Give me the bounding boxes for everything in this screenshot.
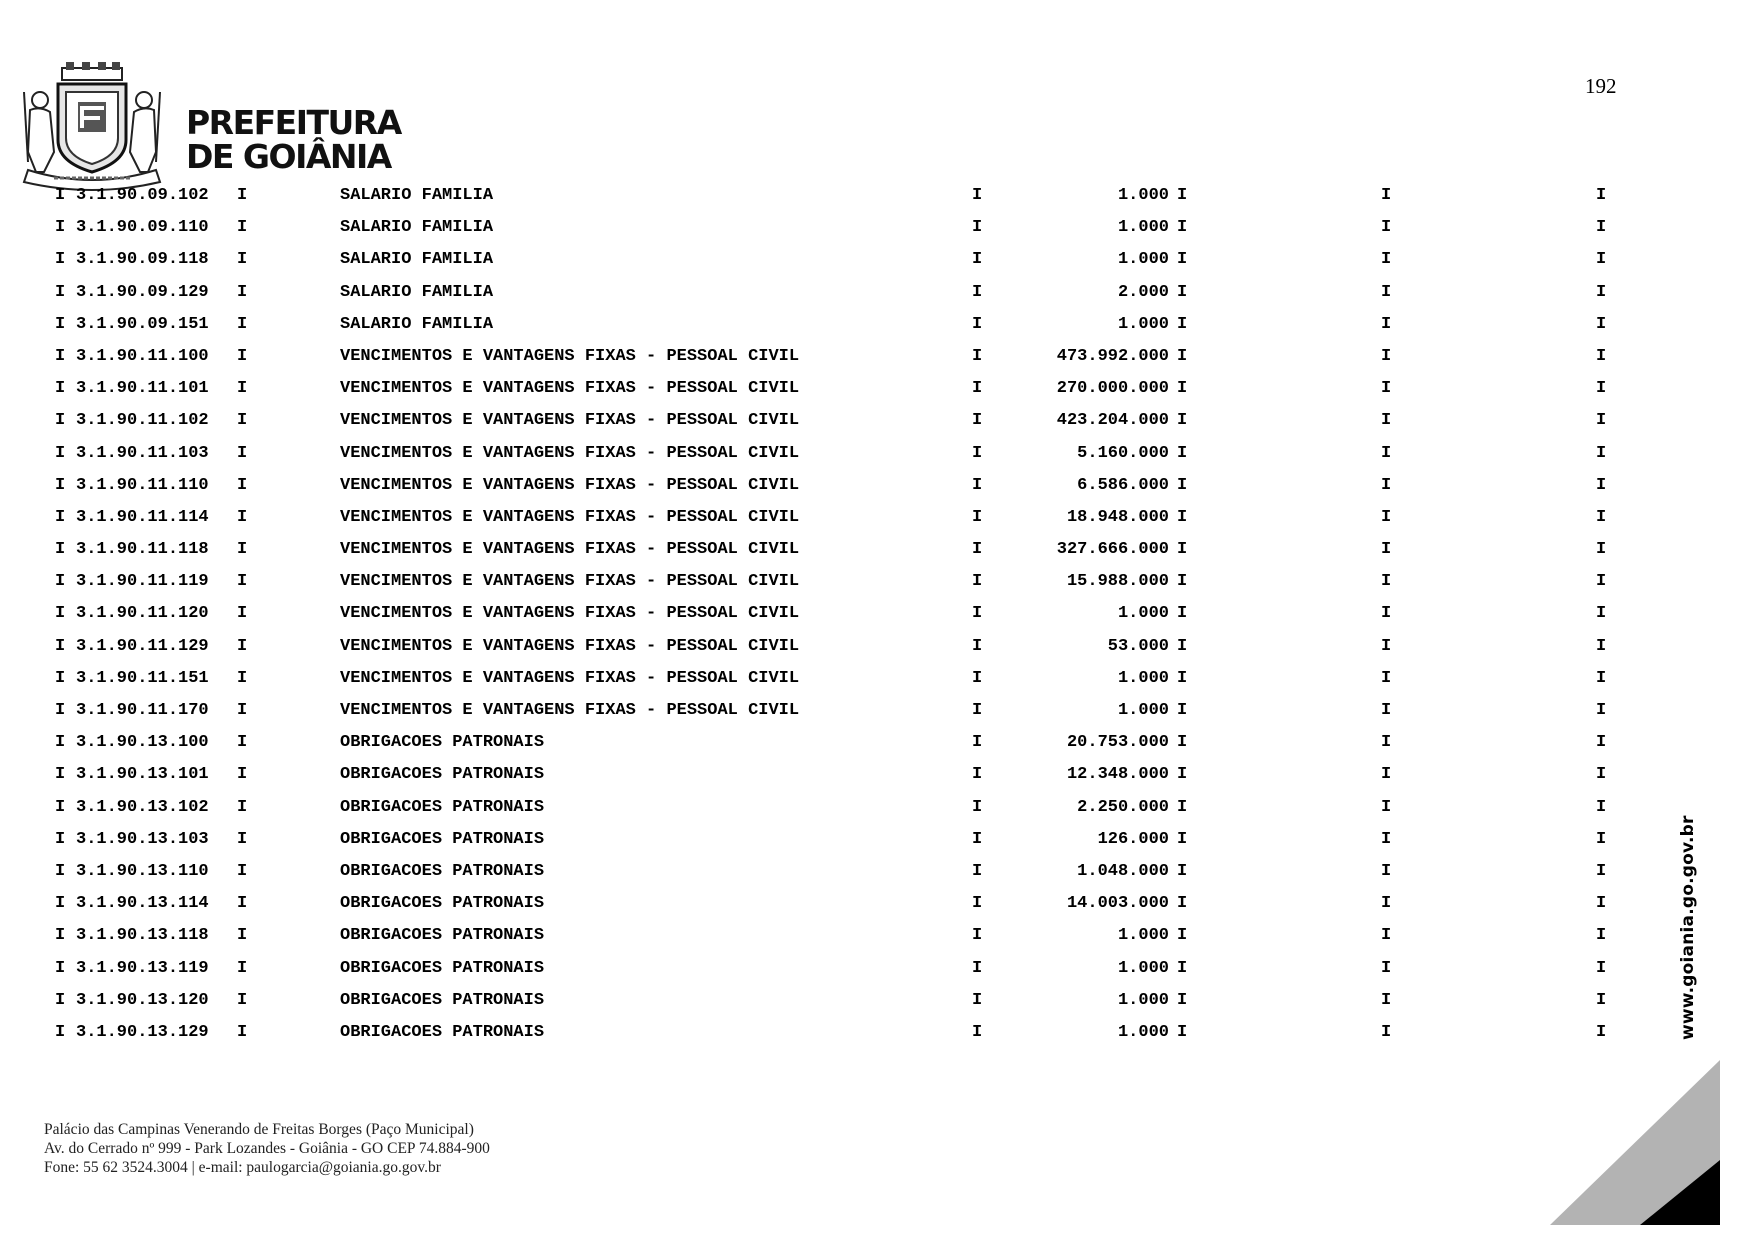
column-separator: I xyxy=(1381,411,1392,431)
ledger-description: SALARIO FAMILIA xyxy=(340,218,494,238)
column-separator: I xyxy=(55,443,66,463)
ledger-value: 1.000 xyxy=(1117,1022,1169,1042)
ledger-code: 3.1.90.11.129 xyxy=(76,636,209,656)
brand-logotype xyxy=(186,103,401,176)
ledger-code: 3.1.90.11.100 xyxy=(76,346,209,366)
column-separator: I xyxy=(1381,861,1392,881)
column-separator: I xyxy=(55,797,66,817)
footer-line-3: Fone: 55 62 3524.3004 | e-mail: paulogarcia@goiania.go.gov.br xyxy=(44,1159,441,1176)
ledger-value: 53.000 xyxy=(1107,636,1169,656)
column-separator: I xyxy=(55,540,66,560)
column-separator: I xyxy=(237,1022,248,1042)
ledger-value: 1.000 xyxy=(1117,958,1169,978)
column-separator: I xyxy=(1177,250,1188,270)
column-separator: I xyxy=(55,250,66,270)
ledger-value: 126.000 xyxy=(1097,829,1169,849)
ledger-code: 3.1.90.13.119 xyxy=(76,958,209,978)
column-separator: I xyxy=(1596,379,1607,399)
ledger-value: 1.000 xyxy=(1117,926,1169,946)
column-separator: I xyxy=(1381,475,1392,495)
ledger-description: SALARIO FAMILIA xyxy=(340,250,494,270)
ledger-code: 3.1.90.09.151 xyxy=(76,314,209,334)
column-separator: I xyxy=(237,314,248,334)
ledger-code: 3.1.90.13.118 xyxy=(76,926,209,946)
column-separator: I xyxy=(972,926,983,946)
ledger-value: 18.948.000 xyxy=(1066,507,1169,527)
ledger-description: OBRIGACOES PATRONAIS xyxy=(340,797,545,817)
ledger-value: 1.000 xyxy=(1117,604,1169,624)
column-separator: I xyxy=(1381,218,1392,238)
ledger-code: 3.1.90.13.129 xyxy=(76,1022,209,1042)
column-separator: I xyxy=(1177,540,1188,560)
column-separator: I xyxy=(1596,829,1607,849)
ledger-row xyxy=(0,830,1754,862)
ledger-description: OBRIGACOES PATRONAIS xyxy=(340,829,545,849)
column-separator: I xyxy=(1596,250,1607,270)
column-separator: I xyxy=(972,668,983,688)
column-separator: I xyxy=(972,1022,983,1042)
ledger-description: VENCIMENTOS E VANTAGENS FIXAS - PESSOAL CIVIL xyxy=(340,636,800,656)
column-separator: I xyxy=(1381,379,1392,399)
ledger-description: SALARIO FAMILIA xyxy=(340,282,494,302)
page-number: 192 xyxy=(1585,74,1617,98)
ledger-code: 3.1.90.13.103 xyxy=(76,829,209,849)
ledger-row xyxy=(0,991,1754,1023)
column-separator: I xyxy=(1381,572,1392,592)
column-separator: I xyxy=(1177,346,1188,366)
ledger-description: SALARIO FAMILIA xyxy=(340,186,494,205)
ledger-code: 3.1.90.11.170 xyxy=(76,701,209,720)
column-separator: I xyxy=(1381,1022,1392,1042)
ledger-value: 473.992.000 xyxy=(1056,346,1169,366)
column-separator: I xyxy=(1596,411,1607,431)
column-separator: I xyxy=(237,636,248,656)
column-separator: I xyxy=(1596,797,1607,817)
column-separator: I xyxy=(55,379,66,399)
ledger-value: 1.000 xyxy=(1117,701,1169,720)
ledger-row xyxy=(0,540,1754,572)
column-separator: I xyxy=(1177,894,1188,914)
column-separator: I xyxy=(1596,668,1607,688)
ledger-description: VENCIMENTOS E VANTAGENS FIXAS - PESSOAL CIVIL xyxy=(340,540,800,560)
column-separator: I xyxy=(972,507,983,527)
column-separator: I xyxy=(237,411,248,431)
column-separator: I xyxy=(1381,604,1392,624)
ledger-value: 1.000 xyxy=(1117,218,1169,238)
footer-address xyxy=(44,1120,490,1177)
ledger-description: VENCIMENTOS E VANTAGENS FIXAS - PESSOAL CIVIL xyxy=(340,443,800,463)
ledger-description: VENCIMENTOS E VANTAGENS FIXAS - PESSOAL CIVIL xyxy=(340,411,800,431)
column-separator: I xyxy=(1596,572,1607,592)
ledger-row xyxy=(0,476,1754,508)
column-separator: I xyxy=(1381,958,1392,978)
ledger-value: 14.003.000 xyxy=(1066,894,1169,914)
column-separator: I xyxy=(1596,733,1607,753)
column-separator: I xyxy=(1596,346,1607,366)
column-separator: I xyxy=(1596,604,1607,624)
ledger-description: VENCIMENTOS E VANTAGENS FIXAS - PESSOAL CIVIL xyxy=(340,668,800,688)
column-separator: I xyxy=(1381,540,1392,560)
column-separator: I xyxy=(1381,250,1392,270)
ledger-description: VENCIMENTOS E VANTAGENS FIXAS - PESSOAL CIVIL xyxy=(340,507,800,527)
ledger-row xyxy=(0,508,1754,540)
ledger-code: 3.1.90.09.102 xyxy=(76,186,209,205)
column-separator: I xyxy=(1381,990,1392,1010)
column-separator: I xyxy=(1596,475,1607,495)
column-separator: I xyxy=(55,604,66,624)
column-separator: I xyxy=(237,443,248,463)
municipal-coat-of-arms-icon xyxy=(14,62,170,192)
ledger-description: OBRIGACOES PATRONAIS xyxy=(340,990,545,1010)
ledger-description: OBRIGACOES PATRONAIS xyxy=(340,733,545,753)
column-separator: I xyxy=(972,765,983,785)
ledger-row xyxy=(0,669,1754,701)
column-separator: I xyxy=(1177,1022,1188,1042)
column-separator: I xyxy=(237,540,248,560)
ledger-code: 3.1.90.13.120 xyxy=(76,990,209,1010)
column-separator: I xyxy=(1177,282,1188,302)
column-separator: I xyxy=(1177,733,1188,753)
ledger-row xyxy=(0,926,1754,958)
column-separator: I xyxy=(1596,186,1607,205)
ledger-code: 3.1.90.11.120 xyxy=(76,604,209,624)
ledger-code: 3.1.90.13.114 xyxy=(76,894,209,914)
ledger-description: OBRIGACOES PATRONAIS xyxy=(340,926,545,946)
column-separator: I xyxy=(55,765,66,785)
ledger-description: SALARIO FAMILIA xyxy=(340,314,494,334)
ledger-code: 3.1.90.11.151 xyxy=(76,668,209,688)
ledger-value: 15.988.000 xyxy=(1066,572,1169,592)
column-separator: I xyxy=(1177,218,1188,238)
column-separator: I xyxy=(55,829,66,849)
ledger-row xyxy=(0,733,1754,765)
ledger-code: 3.1.90.11.110 xyxy=(76,475,209,495)
ledger-code: 3.1.90.11.119 xyxy=(76,572,209,592)
column-separator: I xyxy=(55,346,66,366)
ledger-code: 3.1.90.09.129 xyxy=(76,282,209,302)
ledger-code: 3.1.90.11.102 xyxy=(76,411,209,431)
corner-triangle-decoration xyxy=(1550,1060,1720,1225)
column-separator: I xyxy=(1381,668,1392,688)
column-separator: I xyxy=(972,829,983,849)
column-separator: I xyxy=(1177,958,1188,978)
column-separator: I xyxy=(1177,411,1188,431)
footer-line-1: Palácio das Campinas Venerando de Freitas Borges (Paço Municipal) xyxy=(44,1121,474,1138)
column-separator: I xyxy=(972,990,983,1010)
column-separator: I xyxy=(237,894,248,914)
column-separator: I xyxy=(1596,507,1607,527)
column-separator: I xyxy=(237,829,248,849)
column-separator: I xyxy=(1177,861,1188,881)
ledger-code: 3.1.90.13.100 xyxy=(76,733,209,753)
column-separator: I xyxy=(237,572,248,592)
ledger-code: 3.1.90.09.118 xyxy=(76,250,209,270)
column-separator: I xyxy=(972,861,983,881)
column-separator: I xyxy=(972,540,983,560)
ledger-code: 3.1.90.13.102 xyxy=(76,797,209,817)
column-separator: I xyxy=(1381,733,1392,753)
ledger-value: 6.586.000 xyxy=(1077,475,1169,495)
column-separator: I xyxy=(1596,926,1607,946)
column-separator: I xyxy=(1177,314,1188,334)
ledger-value: 1.000 xyxy=(1117,250,1169,270)
ledger-description: OBRIGACOES PATRONAIS xyxy=(340,765,545,785)
column-separator: I xyxy=(972,958,983,978)
ledger-code: 3.1.90.11.103 xyxy=(76,443,209,463)
ledger-value: 2.250.000 xyxy=(1077,797,1169,817)
ledger-row xyxy=(0,347,1754,379)
column-separator: I xyxy=(1596,990,1607,1010)
column-separator: I xyxy=(237,282,248,302)
column-separator: I xyxy=(1596,958,1607,978)
column-separator: I xyxy=(1177,636,1188,656)
column-separator: I xyxy=(237,218,248,238)
column-separator: I xyxy=(1381,765,1392,785)
column-separator: I xyxy=(972,346,983,366)
column-separator: I xyxy=(1596,540,1607,560)
column-separator: I xyxy=(237,507,248,527)
column-separator: I xyxy=(237,346,248,366)
column-separator: I xyxy=(237,250,248,270)
column-separator: I xyxy=(55,218,66,238)
ledger-row xyxy=(0,444,1754,476)
column-separator: I xyxy=(1596,218,1607,238)
ledger-code: 3.1.90.11.118 xyxy=(76,540,209,560)
column-separator: I xyxy=(1381,314,1392,334)
ledger-value: 1.000 xyxy=(1117,314,1169,334)
ledger-value: 423.204.000 xyxy=(1056,411,1169,431)
column-separator: I xyxy=(1177,186,1188,205)
column-separator: I xyxy=(237,186,248,205)
ledger-code: 3.1.90.09.110 xyxy=(76,218,209,238)
ledger-value: 270.000.000 xyxy=(1056,379,1169,399)
ledger-row xyxy=(0,894,1754,926)
brand-line-2: DE GOIÂNIA xyxy=(186,137,391,176)
column-separator: I xyxy=(55,701,66,720)
column-separator: I xyxy=(55,1022,66,1042)
column-separator: I xyxy=(1177,443,1188,463)
ledger-row xyxy=(0,765,1754,797)
column-separator: I xyxy=(55,314,66,334)
ledger-code: 3.1.90.13.110 xyxy=(76,861,209,881)
ledger-row xyxy=(0,250,1754,282)
column-separator: I xyxy=(1596,765,1607,785)
column-separator: I xyxy=(1177,797,1188,817)
column-separator: I xyxy=(972,572,983,592)
column-separator: I xyxy=(1381,346,1392,366)
column-separator: I xyxy=(1381,701,1392,720)
column-separator: I xyxy=(237,797,248,817)
column-separator: I xyxy=(55,411,66,431)
column-separator: I xyxy=(237,379,248,399)
column-separator: I xyxy=(237,990,248,1010)
column-separator: I xyxy=(972,701,983,720)
ledger-code: 3.1.90.13.101 xyxy=(76,765,209,785)
column-separator: I xyxy=(972,282,983,302)
ledger-description: VENCIMENTOS E VANTAGENS FIXAS - PESSOAL CIVIL xyxy=(340,475,800,495)
ledger-row xyxy=(0,701,1754,733)
column-separator: I xyxy=(55,282,66,302)
column-separator: I xyxy=(237,765,248,785)
ledger-row xyxy=(0,315,1754,347)
column-separator: I xyxy=(237,733,248,753)
ledger-row xyxy=(0,379,1754,411)
ledger-value: 1.048.000 xyxy=(1077,861,1169,881)
column-separator: I xyxy=(1381,507,1392,527)
ledger-value: 5.160.000 xyxy=(1077,443,1169,463)
website-url: www.goiania.go.gov.br xyxy=(1678,815,1698,1040)
column-separator: I xyxy=(1381,636,1392,656)
column-separator: I xyxy=(1177,926,1188,946)
ledger-value: 12.348.000 xyxy=(1066,765,1169,785)
column-separator: I xyxy=(972,604,983,624)
ledger-value: 20.753.000 xyxy=(1066,733,1169,753)
column-separator: I xyxy=(1177,604,1188,624)
column-separator: I xyxy=(55,668,66,688)
column-separator: I xyxy=(972,636,983,656)
column-separator: I xyxy=(972,379,983,399)
ledger-row xyxy=(0,862,1754,894)
ledger-description: OBRIGACOES PATRONAIS xyxy=(340,1022,545,1042)
budget-ledger xyxy=(0,186,1754,1055)
column-separator: I xyxy=(972,218,983,238)
ledger-description: VENCIMENTOS E VANTAGENS FIXAS - PESSOAL CIVIL xyxy=(340,604,800,624)
column-separator: I xyxy=(1596,443,1607,463)
column-separator: I xyxy=(237,475,248,495)
ledger-row xyxy=(0,572,1754,604)
column-separator: I xyxy=(237,926,248,946)
ledger-value: 2.000 xyxy=(1117,282,1169,302)
ledger-description: VENCIMENTOS E VANTAGENS FIXAS - PESSOAL CIVIL xyxy=(340,572,800,592)
ledger-value: 1.000 xyxy=(1117,990,1169,1010)
column-separator: I xyxy=(1596,1022,1607,1042)
column-separator: I xyxy=(237,861,248,881)
column-separator: I xyxy=(1596,282,1607,302)
column-separator: I xyxy=(1381,797,1392,817)
column-separator: I xyxy=(55,958,66,978)
ledger-row xyxy=(0,604,1754,636)
ledger-value: 1.000 xyxy=(1117,186,1169,205)
ledger-row xyxy=(0,186,1754,218)
ledger-code: 3.1.90.11.114 xyxy=(76,507,209,527)
column-separator: I xyxy=(1177,475,1188,495)
column-separator: I xyxy=(55,733,66,753)
column-separator: I xyxy=(1177,829,1188,849)
column-separator: I xyxy=(55,926,66,946)
column-separator: I xyxy=(55,861,66,881)
ledger-row xyxy=(0,218,1754,250)
column-separator: I xyxy=(55,475,66,495)
ledger-description: VENCIMENTOS E VANTAGENS FIXAS - PESSOAL CIVIL xyxy=(340,346,800,366)
column-separator: I xyxy=(55,894,66,914)
column-separator: I xyxy=(55,636,66,656)
column-separator: I xyxy=(972,733,983,753)
column-separator: I xyxy=(55,186,66,205)
column-separator: I xyxy=(1177,507,1188,527)
column-separator: I xyxy=(972,314,983,334)
column-separator: I xyxy=(1381,894,1392,914)
ledger-description: VENCIMENTOS E VANTAGENS FIXAS - PESSOAL CIVIL xyxy=(340,379,800,399)
ledger-row xyxy=(0,1023,1754,1055)
column-separator: I xyxy=(972,894,983,914)
ledger-description: OBRIGACOES PATRONAIS xyxy=(340,958,545,978)
ledger-description: VENCIMENTOS E VANTAGENS FIXAS - PESSOAL CIVIL xyxy=(340,701,800,720)
column-separator: I xyxy=(972,411,983,431)
ledger-row xyxy=(0,411,1754,443)
ledger-value: 327.666.000 xyxy=(1056,540,1169,560)
column-separator: I xyxy=(237,958,248,978)
column-separator: I xyxy=(55,507,66,527)
column-separator: I xyxy=(55,990,66,1010)
column-separator: I xyxy=(1177,990,1188,1010)
column-separator: I xyxy=(1596,314,1607,334)
column-separator: I xyxy=(1381,282,1392,302)
column-separator: I xyxy=(237,701,248,720)
ledger-code: 3.1.90.11.101 xyxy=(76,379,209,399)
column-separator: I xyxy=(1596,701,1607,720)
ledger-row xyxy=(0,959,1754,991)
column-separator: I xyxy=(1177,572,1188,592)
ledger-value: 1.000 xyxy=(1117,668,1169,688)
column-separator: I xyxy=(1177,379,1188,399)
column-separator: I xyxy=(1596,861,1607,881)
ledger-row xyxy=(0,798,1754,830)
column-separator: I xyxy=(1381,186,1392,205)
column-separator: I xyxy=(1596,894,1607,914)
footer-line-2: Av. do Cerrado nº 999 - Park Lozandes - Goiânia - GO CEP 74.884-900 xyxy=(44,1140,490,1157)
ledger-description: OBRIGACOES PATRONAIS xyxy=(340,894,545,914)
brand-line-1: PREFEITURA xyxy=(186,103,401,142)
ledger-row xyxy=(0,637,1754,669)
column-separator: I xyxy=(1177,765,1188,785)
column-separator: I xyxy=(1381,829,1392,849)
column-separator: I xyxy=(237,668,248,688)
column-separator: I xyxy=(1177,668,1188,688)
ledger-description: OBRIGACOES PATRONAIS xyxy=(340,861,545,881)
column-separator: I xyxy=(1177,701,1188,720)
column-separator: I xyxy=(55,572,66,592)
ledger-row xyxy=(0,283,1754,315)
column-separator: I xyxy=(972,250,983,270)
column-separator: I xyxy=(237,604,248,624)
column-separator: I xyxy=(972,186,983,205)
column-separator: I xyxy=(1596,636,1607,656)
column-separator: I xyxy=(972,475,983,495)
column-separator: I xyxy=(1381,926,1392,946)
column-separator: I xyxy=(972,797,983,817)
column-separator: I xyxy=(1381,443,1392,463)
column-separator: I xyxy=(972,443,983,463)
